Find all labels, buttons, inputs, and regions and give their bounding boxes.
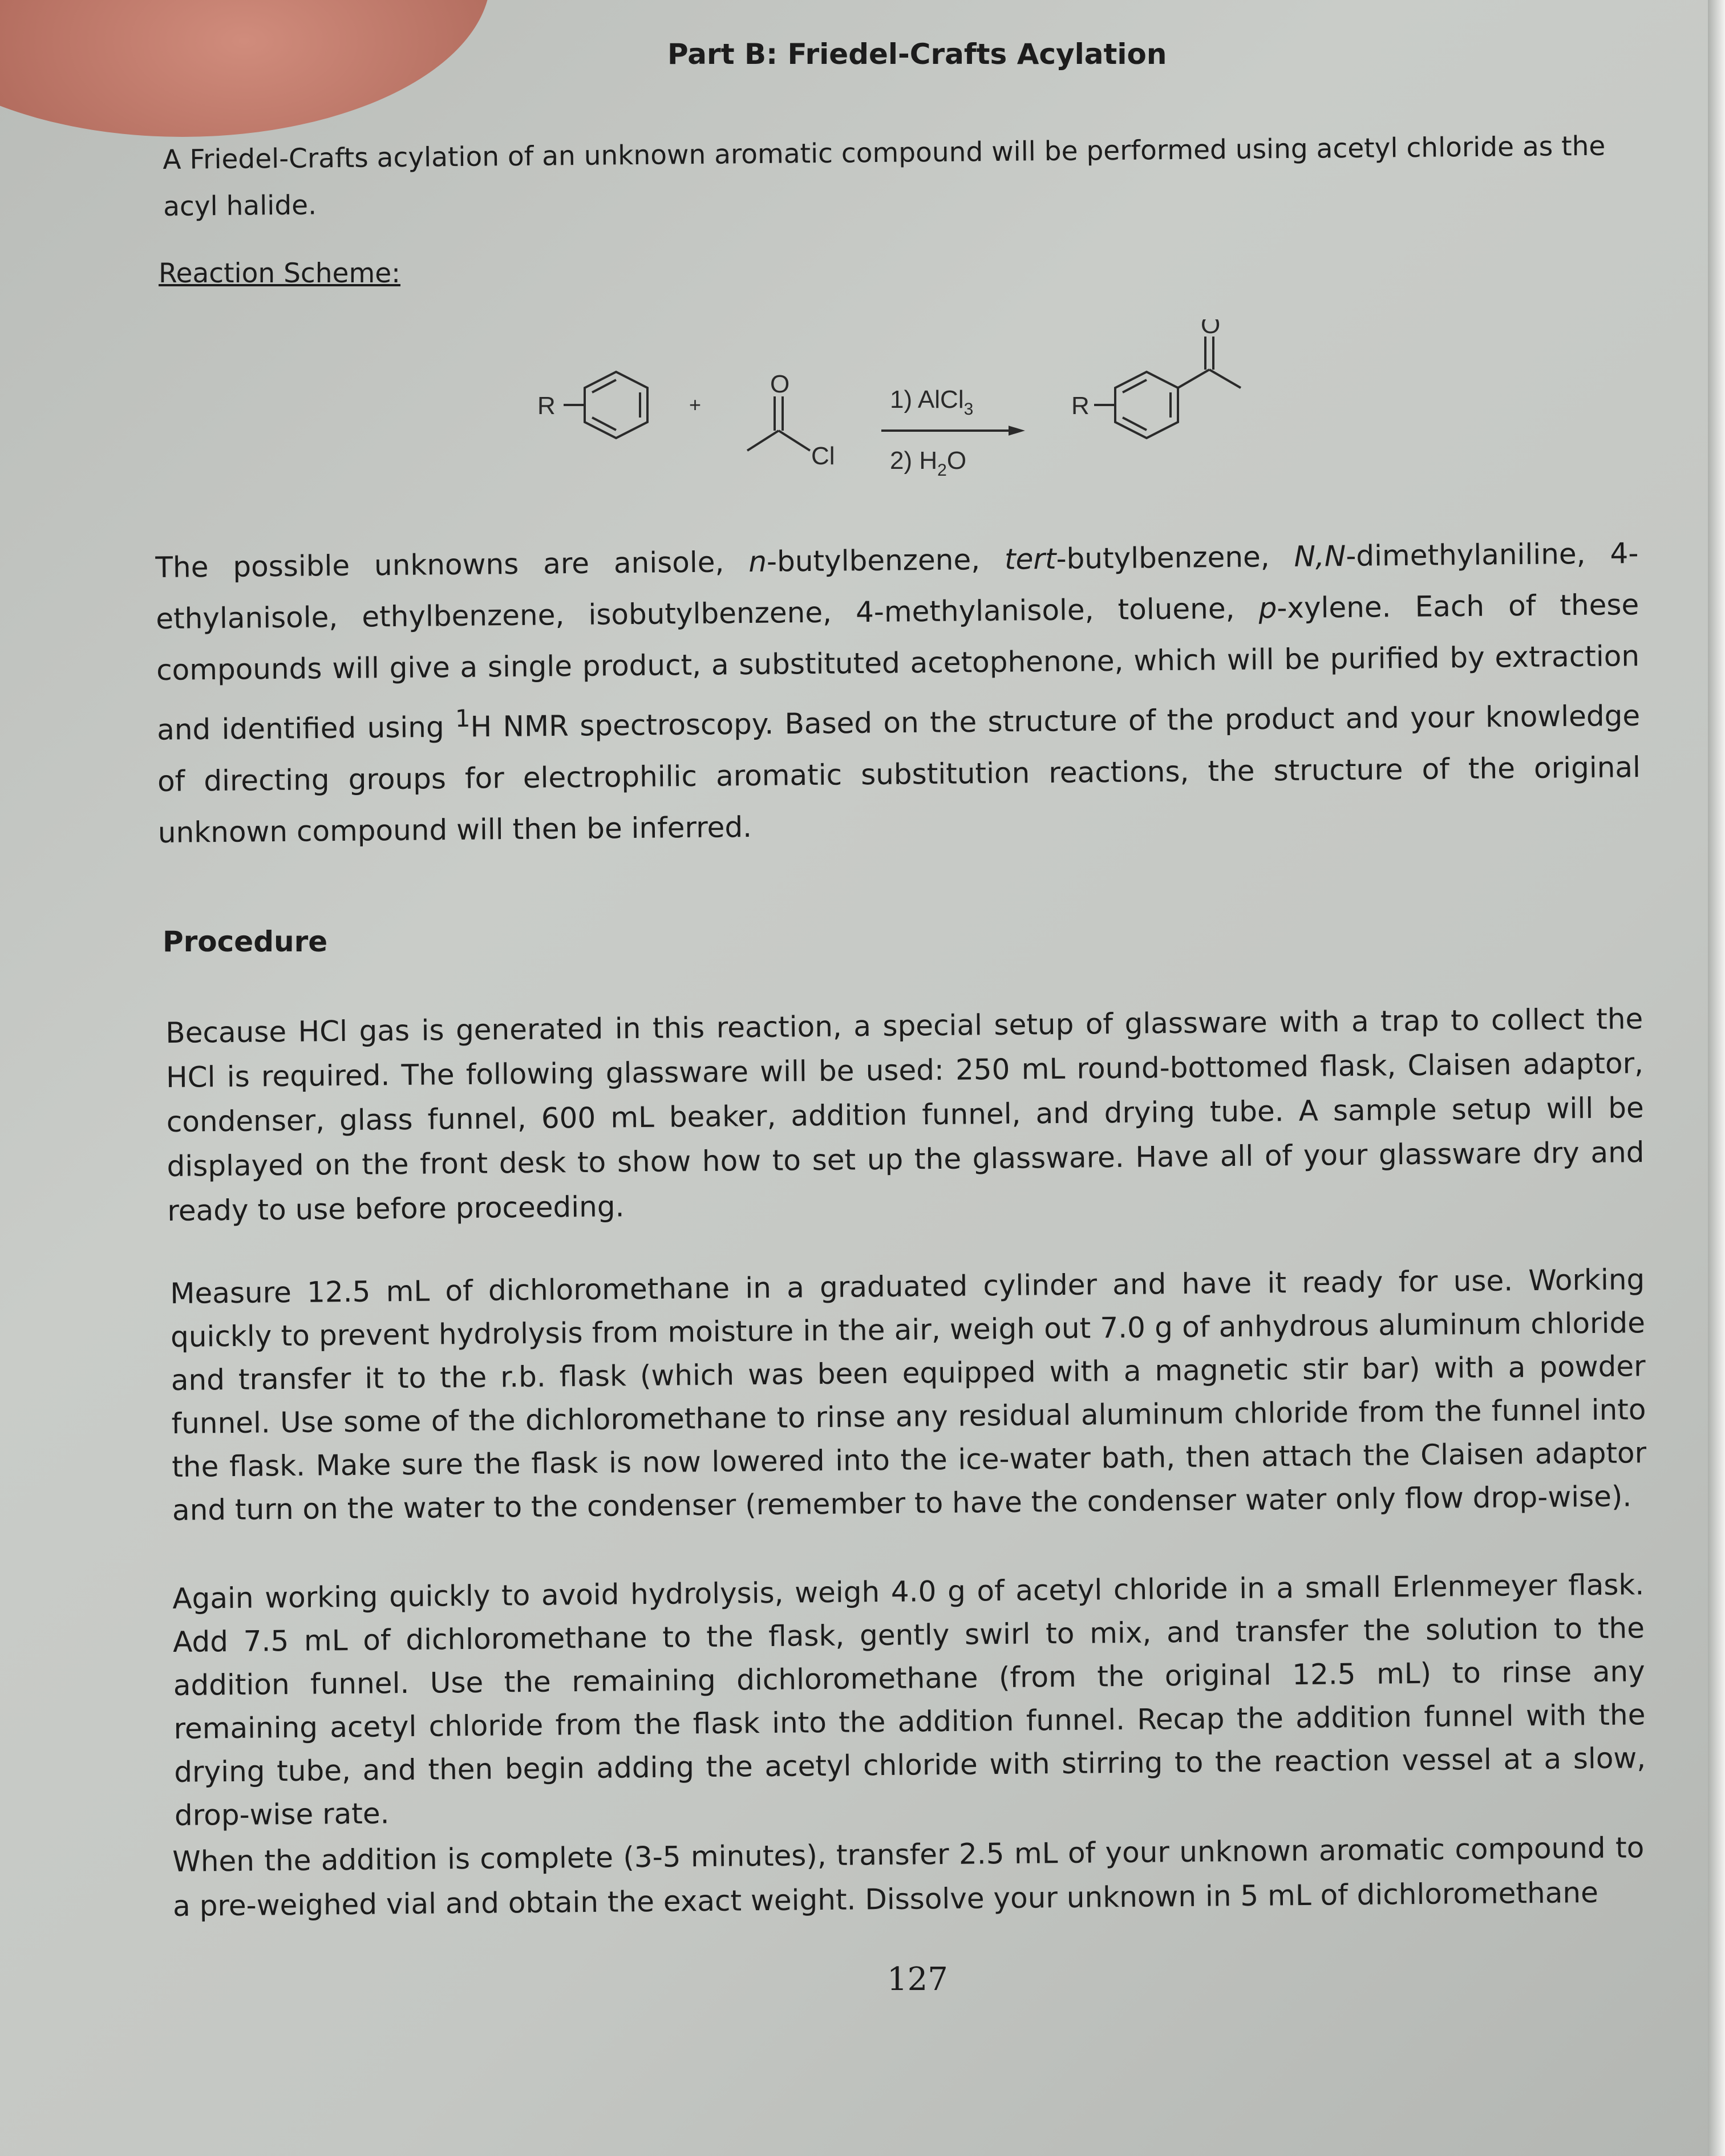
product-benzene-ring: [1115, 372, 1178, 438]
acetyl-methyl-bond: [747, 431, 779, 451]
acetyl-oxygen-label: O: [770, 370, 790, 398]
page-title: Part B: Friedel-Crafts Acylation: [667, 38, 1167, 71]
unknowns-italic-n: n: [748, 545, 767, 579]
reagent-step-1-text: 1) AlCl: [890, 386, 964, 414]
reaction-scheme-drawing: [513, 319, 1312, 513]
reagent-step-1-subscript: 3: [963, 400, 974, 419]
procedure-paragraph-glassware: Because HCl gas is generated in this reaction, a special setup of glassware with a trap to collect the HCl is required. The following glassware will be used: 250 mL round-bottomed flask, Claisen adaptor, condenser, glass funnel, 600 mL beaker, addition funnel, and drying tube. A sample setup will be displayed on the front desk to show how to set up the glassware. Have all of your glassware dry and ready to use before proceeding.: [165, 1002, 1645, 1227]
unknowns-text-2: -butylbenzene,: [766, 542, 1005, 578]
unknowns-italic-nn: N,N: [1294, 539, 1346, 573]
unknowns-paragraph: [155, 528, 1641, 858]
chloride-label: Cl: [811, 442, 835, 470]
reagent-step-2-end: O: [946, 447, 967, 475]
reagent-step-1: [890, 386, 973, 419]
plus-sign: +: [689, 393, 702, 416]
unknowns-text-5: -xylene. Each of these compounds will give a single product, a substituted acetophenone, which will be purified by extraction and identified using: [156, 588, 1640, 747]
page-edge: [1708, 0, 1725, 2156]
product-oxygen-label: O: [1201, 319, 1221, 339]
reaction-scheme: [513, 319, 1312, 513]
reactant-r-label: R: [537, 392, 556, 420]
page-number: 127: [887, 1961, 948, 1998]
reaction-scheme-heading: Reaction Scheme:: [159, 258, 400, 289]
reagent-step-2: [890, 447, 966, 480]
procedure-paragraph-unknown: When the addition is complete (3-5 minutes), transfer 2.5 mL of your unknown aromatic compound to a pre-weighed vial and obtain the exact weight. Dissolve your unknown in 5 mL of dichloromethane: [172, 1831, 1645, 1923]
reagent-step-2-subscript: 2: [937, 461, 947, 480]
unknowns-italic-tert: tert: [1004, 542, 1056, 576]
reaction-arrow-head: [1010, 427, 1021, 434]
procedure-paragraph-acetyl-chloride: Again working quickly to avoid hydrolysis, weigh 4.0 g of acetyl chloride in a small Erlenmeyer flask. Add 7.5 mL of dichloromethane to the flask, gently swirl to mix, and transfer the solution to the addition funnel. Use the remaining dichloromethane (from the original 12.5 mL) to rinse any remaining acetyl chloride from the flask into the addition funnel. Recap the addition funnel with the drying tube, and then begin adding the acetyl chloride with stirring to the reaction vessel at a slow, drop-wise rate.: [172, 1568, 1646, 1832]
unknowns-text-1: The possible unknowns are anisole,: [155, 545, 749, 584]
procedure-paragraph-aluminum-chloride: Measure 12.5 mL of dichloromethane in a graduated cylinder and have it ready for use. Working quickly to prevent hydrolysis from moisture in the air, weigh out 7.0 g of anhydrous aluminum chloride and transfer it to the r.b. flask (which was been equipped with a magnetic stir bar) with a powder funnel. Use some of the dichloromethane to rinse any residual aluminum chloride from the funnel into the flask. Make sure the flask is now lowered into the ice-water bath, then attach the Claisen adaptor and turn on the water to the condenser (remember to have the condenser water only flow drop-wise).: [170, 1263, 1647, 1527]
thumb-over-page: [0, 0, 491, 137]
unknowns-italic-p: p: [1258, 591, 1277, 625]
unknowns-text-3: -butylbenzene,: [1056, 540, 1294, 576]
product-methyl-bond: [1209, 370, 1241, 388]
unknowns-text-4: -dimethylaniline, 4-ethylanisole, ethylbenzene, isobutylbenzene, 4-methylanisole, toluene,: [156, 537, 1639, 635]
procedure-heading: Procedure: [163, 925, 328, 958]
acetyl-cl-bond: [779, 431, 810, 451]
reactant-benzene-ring: [585, 372, 647, 438]
nmr-superscript: 1: [455, 704, 471, 732]
unknowns-text-6: H NMR spectroscopy. Based on the structure of the product and your knowledge of directing groups for electrophilic aromatic substitution reactions, the structure of the original unknown compound will then be inferred.: [157, 699, 1641, 849]
reagent-step-2-text: 2) H: [890, 447, 938, 475]
intro-paragraph: A Friedel-Crafts acylation of an unknown aromatic compound will be performed using acetyl chloride as the acyl halide.: [163, 130, 1606, 222]
product-r-label: R: [1071, 392, 1090, 420]
product-acyl-bond: [1178, 370, 1209, 388]
